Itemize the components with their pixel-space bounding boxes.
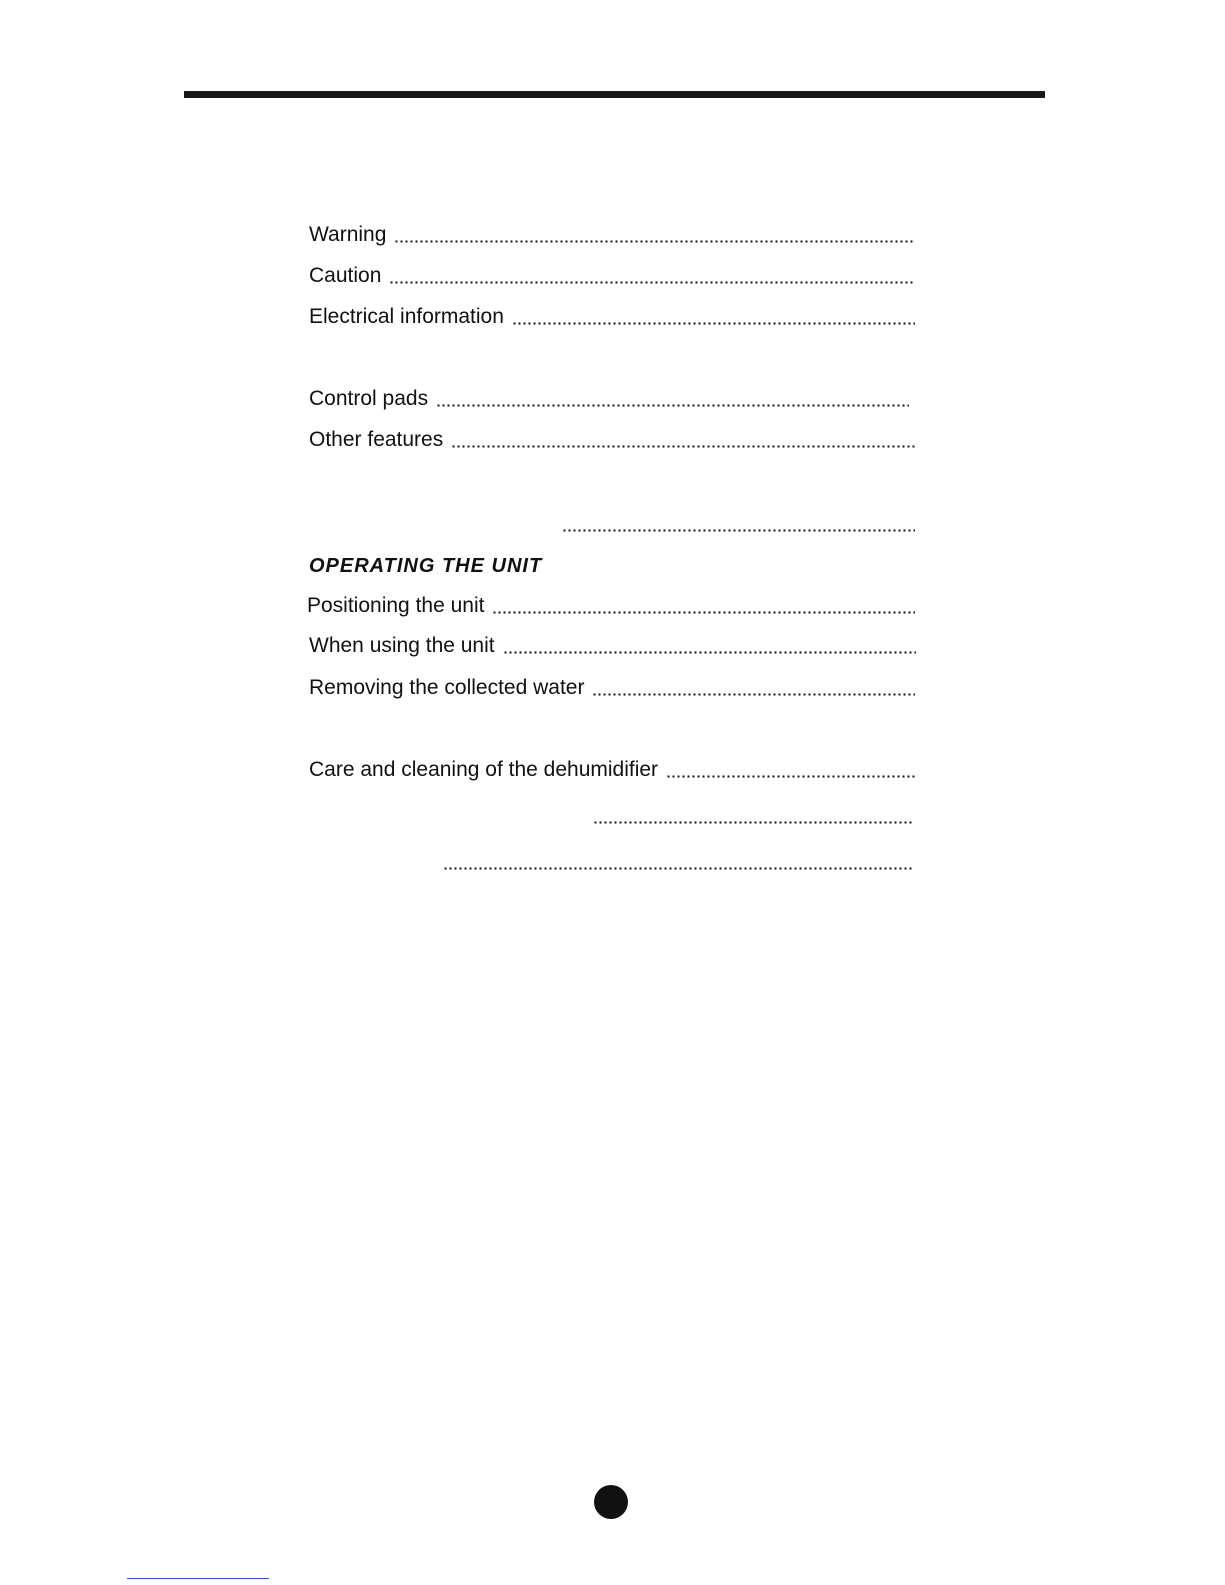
toc-entry-electrical-information[interactable] <box>309 303 915 331</box>
toc-entry-label: Electrical information <box>309 305 504 328</box>
header-rule <box>184 91 1045 98</box>
toc-entry-when-using-the-unit[interactable] <box>309 632 916 660</box>
toc-entry-other-features[interactable] <box>309 426 915 454</box>
dot-leader <box>503 651 916 654</box>
section-heading-operating: OPERATING THE UNIT <box>309 555 543 577</box>
toc-entry-positioning-the-unit[interactable] <box>307 592 915 620</box>
dot-leader <box>492 611 915 614</box>
toc-entry-label: Control pads <box>309 387 429 410</box>
toc-entry-label: Warning <box>309 223 387 246</box>
dot-leader <box>443 867 913 870</box>
toc-entry-label: Other features <box>309 428 444 451</box>
toc-entry-removing-the-collected-water[interactable] <box>309 674 915 702</box>
dot-leader <box>436 404 909 407</box>
dot-leader <box>389 281 915 284</box>
toc-entry-unlabeled[interactable] <box>593 802 913 830</box>
toc-entry-warning[interactable] <box>309 221 915 249</box>
toc-entry-control-pads[interactable] <box>309 385 909 413</box>
footer-link-underline <box>127 1578 269 1579</box>
dot-leader <box>451 445 915 448</box>
dot-leader <box>593 821 913 824</box>
toc-entry-label: Positioning the unit <box>307 594 485 617</box>
dot-leader <box>592 693 915 696</box>
dot-leader <box>394 240 915 243</box>
toc-entry-care-and-cleaning[interactable] <box>309 756 915 784</box>
page-number-marker <box>594 1485 628 1519</box>
toc-entry-caution[interactable] <box>309 262 915 290</box>
toc-entry-label: Caution <box>309 264 382 287</box>
toc-entry-label: Removing the collected water <box>309 676 585 699</box>
dot-leader <box>512 322 915 325</box>
toc-entry-unlabeled[interactable] <box>562 510 915 538</box>
toc-entry-unlabeled[interactable] <box>443 848 913 876</box>
toc-entry-label: Care and cleaning of the dehumidifier <box>309 758 659 781</box>
toc-entry-label: When using the unit <box>309 634 495 657</box>
dot-leader <box>562 529 915 532</box>
dot-leader <box>666 775 915 778</box>
